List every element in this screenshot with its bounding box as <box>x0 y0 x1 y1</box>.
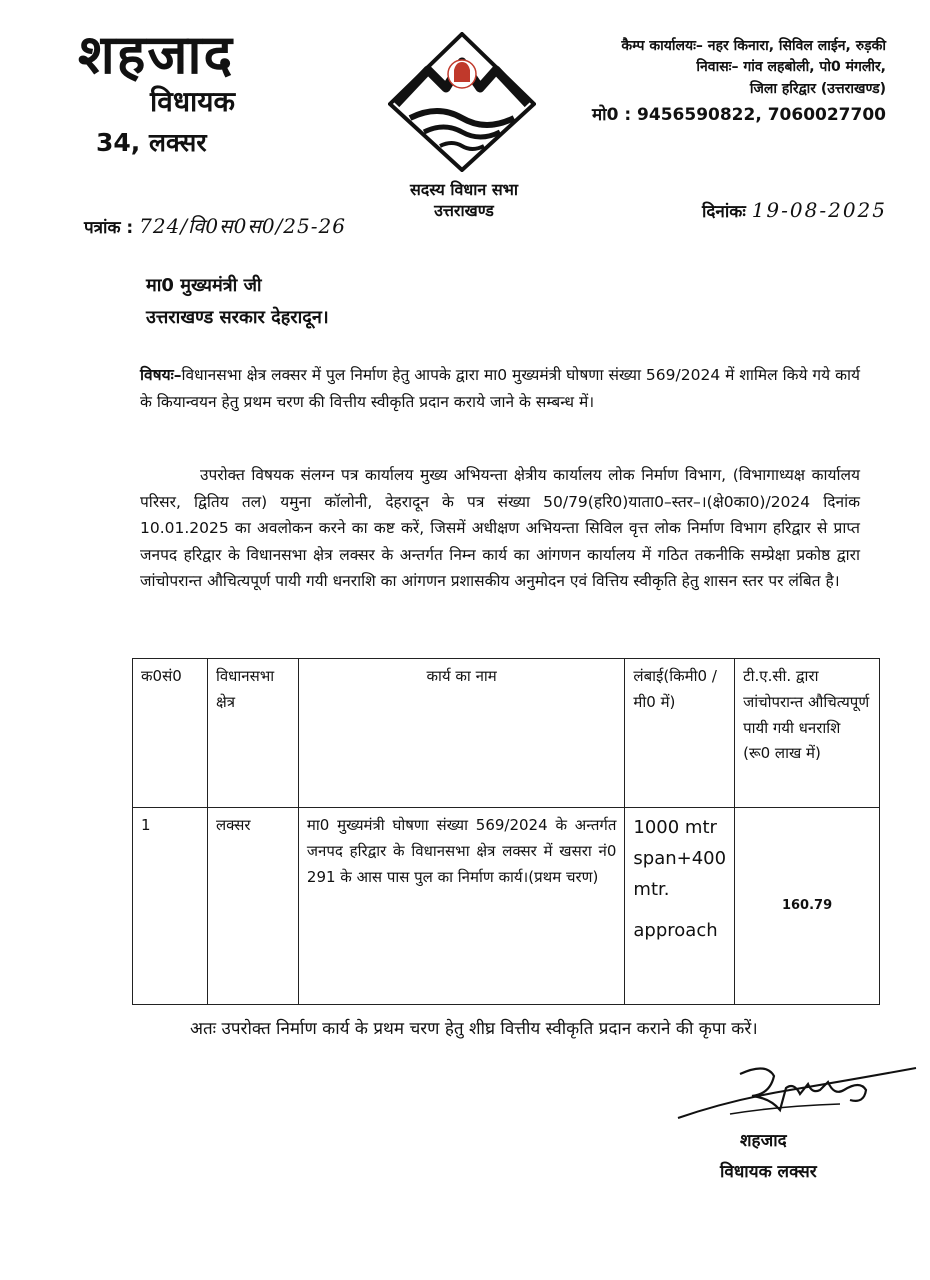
length-line-3: mtr. <box>633 878 670 900</box>
assembly-line-1: सदस्य विधान सभा <box>409 180 519 199</box>
reference-number <box>84 212 346 239</box>
signatory-designation: विधायक लक्सर <box>720 1161 817 1182</box>
header-length: लंबाई(किमी0 /मी0 में) <box>625 659 735 808</box>
header-amount: टी.ए.सी. द्वारा जांचोपरान्त औचित्यपूर्ण पायी गयी धनराशि (रू0 लाख में) <box>735 659 880 808</box>
letterhead-name: शहजाद <box>78 23 235 86</box>
works-table <box>132 658 880 1005</box>
assembly-line-2: उत्तराखण्ड <box>434 200 494 220</box>
addressee-line-2: उत्तराखण्ड सरकार देहरादून। <box>146 307 329 329</box>
table-header-row <box>133 659 880 808</box>
assembly-emblem-logo <box>388 32 536 172</box>
subject-label: विषयः– <box>140 366 182 384</box>
signatory <box>720 1126 817 1187</box>
address-block <box>592 36 886 129</box>
date-value: 19-08-2025 <box>751 198 887 222</box>
reference-value: 724/वि0स0स0/25-26 <box>139 214 346 238</box>
subject-text: विधानसभा क्षेत्र लक्सर में पुल निर्माण हेतु आपके द्वारा मा0 मुख्यमंत्री घोषणा संख्या 569/2024 में शामिल किये गये कार्य के कियान्वयन हेतु प्रथम चरण की वित्तीय स्वीकृति प्रदान कराये जाने के सम्बन्ध में। <box>140 366 860 412</box>
length-line-4: approach <box>633 919 718 941</box>
body-paragraph: उपरोक्त विषयक संलग्न पत्र कार्यालय मुख्य अभियन्ता क्षेत्रीय कार्यालय लोक निर्माण विभाग, (विभागाध्यक्ष कार्यालय परिसर, द्वितिय तल) यमुना कॉलोनी, देहरादून के पत्र संख्या 50/79(हरि0)याता0–स्तर–।(क्षे0का0)/2024 दिनांक 10.01.2025 का अवलोकन करने का कष्ट करें, जिसमें अधीक्षण अभियन्ता सिविल वृत्त लोक निर्माण विभाग हरिद्वार से प्राप्त जनपद हरिद्वार के विधानसभा क्षेत्र लक्सर के अन्तर्गत निम्न कार्य का आंगणन कार्यालय में गठित तकनीकि सम्प्रेक्षा प्रकोष्ठ द्वारा जांचोपरान्त औचित्यपूर्ण पायी गयी धनराशि का आंगणन प्रशासकीय अनुमोदन एवं वित्तिय स्वीकृति हेतु शासन स्तर पर लंबित है। <box>140 466 860 590</box>
closing-request: अतः उपरोक्त निर्माण कार्य के प्रथम चरण हेतु शीघ्र वित्तीय स्वीकृति प्रदान कराने की कृपा करें। <box>190 1019 758 1039</box>
cell-work-name: मा0 मुख्यमंत्री घोषणा संख्या 569/2024 के अन्तर्गत जनपद हरिद्वार के विधानसभा क्षेत्र लक्सर में खसरा नं0 291 के आस पास पुल का निर्माण कार्य।(प्रथम चरण) <box>298 808 625 1005</box>
table-row <box>133 808 880 1005</box>
letterhead-constituency: 34, लक्सर <box>96 128 207 157</box>
handwritten-signature <box>670 1060 920 1130</box>
cell-length <box>625 808 735 1005</box>
letterhead-designation: विधायक <box>150 85 236 118</box>
cell-sno: 1 <box>133 808 208 1005</box>
subject <box>140 362 860 416</box>
mobile-numbers: मो0 : 9456590822, 7060027700 <box>592 104 886 125</box>
signatory-name: शहजाद <box>740 1131 787 1151</box>
cell-constituency: लक्सर <box>207 808 298 1005</box>
header-work-name: कार्य का नाम <box>298 659 625 808</box>
addressee <box>146 270 329 335</box>
header-constituency: विधानसभा क्षेत्र <box>207 659 298 808</box>
header-sno: क0सं0 <box>133 659 208 808</box>
length-line-1: 1000 mtr <box>633 817 717 838</box>
assembly-title <box>378 180 550 222</box>
district: जिला हरिद्वार (उत्तराखण्ड) <box>749 80 886 97</box>
letter-date <box>702 198 887 222</box>
camp-office: कैम्प कार्यालयः– नहर किनारा, सिविल लाईन, रुड़की <box>621 38 886 54</box>
cell-amount: 160.79 <box>735 808 880 1005</box>
reference-label: पत्रांक : <box>84 218 134 238</box>
date-label: दिनांकः <box>702 202 746 222</box>
length-line-2: span+400 <box>633 847 727 869</box>
addressee-line-1: मा0 मुख्यमंत्री जी <box>146 275 262 296</box>
residence: निवासः– गांव लहबोली, पो0 मंगलीर, <box>696 59 886 76</box>
